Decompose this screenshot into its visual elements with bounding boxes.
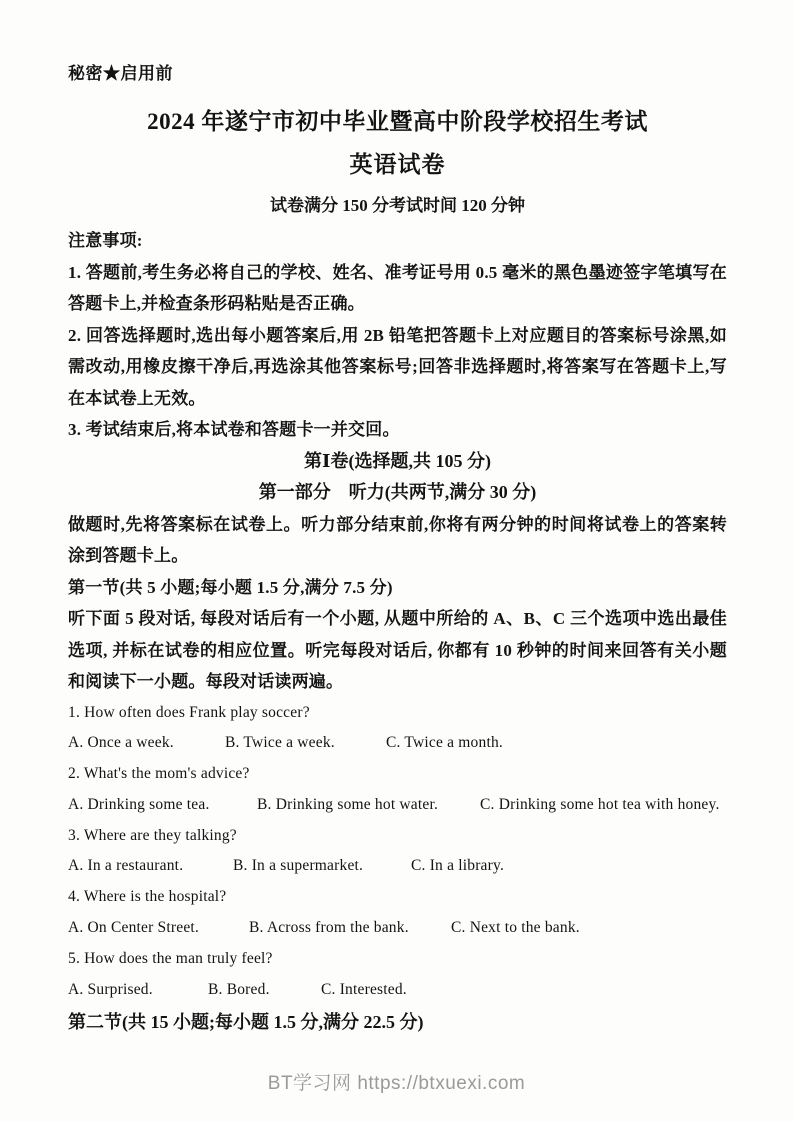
question-2-option-c: C. Drinking some hot tea with honey. [480, 795, 720, 813]
question-4-option-b: B. Across from the bank. [249, 919, 409, 937]
question-5-text: 5. How does the man truly feel? [68, 949, 273, 967]
question-2 [68, 759, 727, 821]
question-5 [68, 944, 727, 1006]
question-1-option-c: C. Twice a month. [386, 734, 503, 752]
question-5-options [68, 975, 727, 1006]
notice-heading: 注意事项: [68, 231, 143, 250]
question-4-options [68, 913, 727, 944]
section-1-instructions: 听下面 5 段对话, 每段对话后有一个小题, 从题中所给的 A、B、C 三个选项中选出最佳选项, 并标在试卷的相应位置。听完每段对话后, 你都有 10 秒钟的时间来回答有关小题和阅读下一小题。每段对话读两遍。 [68, 609, 727, 691]
notice-item-1: 1. 答题前,考生务必将自己的学校、姓名、准考证号用 0.5 毫米的黑色墨迹签字笔填写在答题卡上,并检查条形码粘贴是否正确。 [68, 262, 727, 313]
part-1-listening-heading: 第一部分 听力(共两节,满分 30 分) [258, 482, 537, 502]
volume-1-heading: 第Ⅰ卷(选择题,共 105 分) [304, 450, 491, 471]
question-2-text: 2. What's the mom's advice? [68, 765, 250, 783]
question-4-text: 4. Where is the hospital? [68, 888, 227, 906]
listening-instructions: 做题时,先将答案标在试卷上。听力部分结束前,你将有两分钟的时间将试卷上的答案转涂到答题卡上。 [68, 514, 727, 565]
question-2-option-b: B. Drinking some hot water. [257, 795, 439, 813]
question-4 [68, 882, 727, 944]
question-3-option-a: A. In a restaurant. [68, 857, 184, 875]
section-1-heading: 第一节(共 5 小题;每小题 1.5 分,满分 7.5 分) [68, 577, 393, 597]
watermark: BT学习网 https://btxuexi.com [267, 1073, 526, 1094]
question-2-options [68, 790, 727, 821]
exam-info-line: 试卷满分 150 分考试时间 120 分钟 [270, 196, 525, 215]
question-4-option-c: C. Next to the bank. [451, 919, 580, 937]
question-3-options [68, 851, 727, 882]
question-1-option-a: A. Once a week. [68, 734, 174, 752]
question-3-option-c: C. In a library. [411, 857, 505, 875]
question-5-option-c: C. Interested. [321, 980, 407, 998]
question-5-option-a: A. Surprised. [68, 980, 153, 998]
question-1-text: 1. How often does Frank play soccer? [68, 703, 310, 721]
secret-label: 秘密★启用前 [68, 64, 173, 83]
notice-item-2: 2. 回答选择题时,选出每小题答案后,用 2B 铅笔把答题卡上对应题目的答案标号涂黑,如需改动,用橡皮擦干净后,再选涂其他答案标号;回答非选择题时,将答案写在答题卡上,写在本试卷上无效。 [68, 325, 727, 408]
section-2-heading: 第二节(共 15 小题;每小题 1.5 分,满分 22.5 分) [68, 1012, 424, 1033]
question-5-option-b: B. Bored. [208, 980, 270, 998]
question-1-options [68, 728, 727, 759]
question-2-option-a: A. Drinking some tea. [68, 795, 210, 813]
question-1-option-b: B. Twice a week. [225, 734, 335, 752]
question-1 [68, 698, 727, 760]
question-3-text: 3. Where are they talking? [68, 826, 237, 844]
notice-item-3: 3. 考试结束后,将本试卷和答题卡一并交回。 [68, 420, 400, 439]
subject-title: 英语试卷 [349, 152, 446, 177]
exam-title: 2024 年遂宁市初中毕业暨高中阶段学校招生考试 [147, 109, 648, 134]
question-4-option-a: A. On Center Street. [68, 919, 199, 937]
question-3-option-b: B. In a supermarket. [233, 857, 364, 875]
question-3 [68, 821, 727, 883]
